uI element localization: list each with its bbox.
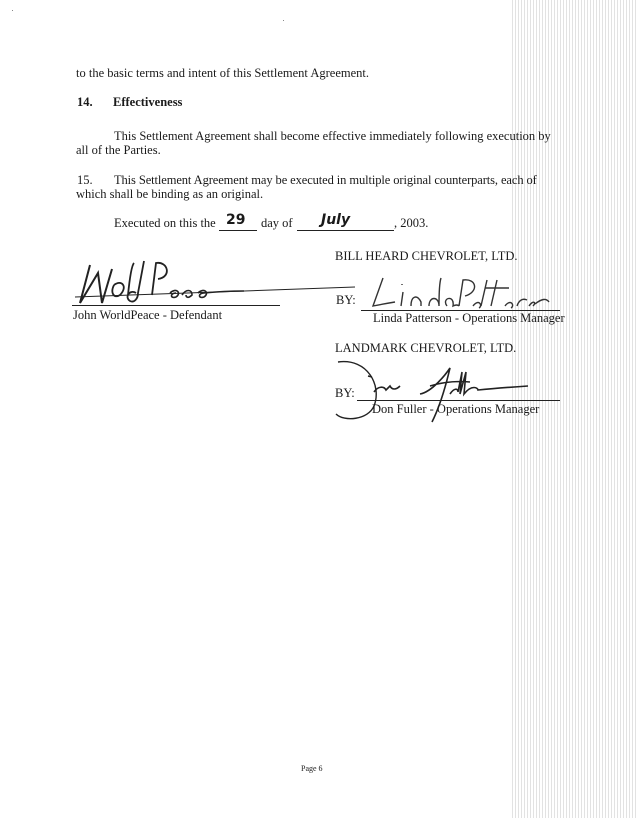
executed-day-word: day of <box>261 216 293 230</box>
section-14-number: 14. <box>77 95 93 109</box>
executed-year: , 2003. <box>394 216 429 230</box>
section-14-heading: Effectiveness <box>113 95 183 109</box>
signer-2-line <box>357 400 560 401</box>
scan-speck <box>283 20 284 21</box>
defendant-signature-line <box>72 305 280 306</box>
scan-speck <box>12 10 13 11</box>
executed-prefix: Executed on this the <box>114 216 216 230</box>
section-15-number: 15. <box>77 173 93 187</box>
signer-1-label: Linda Patterson - Operations Manager <box>373 311 565 325</box>
month-handwritten: July <box>321 212 351 228</box>
company-2-name: LANDMARK CHEVROLET, LTD. <box>335 341 517 355</box>
signer-2-label: Don Fuller - Operations Manager <box>372 402 540 416</box>
month-blank-line <box>297 230 394 231</box>
section-15-line1: This Settlement Agreement may be executed in multiple original counterparts, each of <box>114 173 537 187</box>
by-label-1: BY: <box>336 293 356 307</box>
continuation-text: to the basic terms and intent of this Settlement Agreement. <box>76 66 369 80</box>
company-1-name: BILL HEARD CHEVROLET, LTD. <box>335 249 518 263</box>
worldpeace-signature <box>70 255 360 310</box>
defendant-label: John WorldPeace - Defendant <box>73 308 223 322</box>
section-15-line2: which shall be binding as an original. <box>76 187 264 201</box>
page-number: Page 6 <box>301 764 323 773</box>
patterson-signature <box>365 272 565 312</box>
section-14-body: This Settlement Agreement shall become effective immediately following execution by all of the Parties. <box>76 129 551 157</box>
day-handwritten: 29 <box>226 212 246 228</box>
day-blank-line <box>219 230 257 231</box>
by-label-2: BY: <box>335 386 355 400</box>
